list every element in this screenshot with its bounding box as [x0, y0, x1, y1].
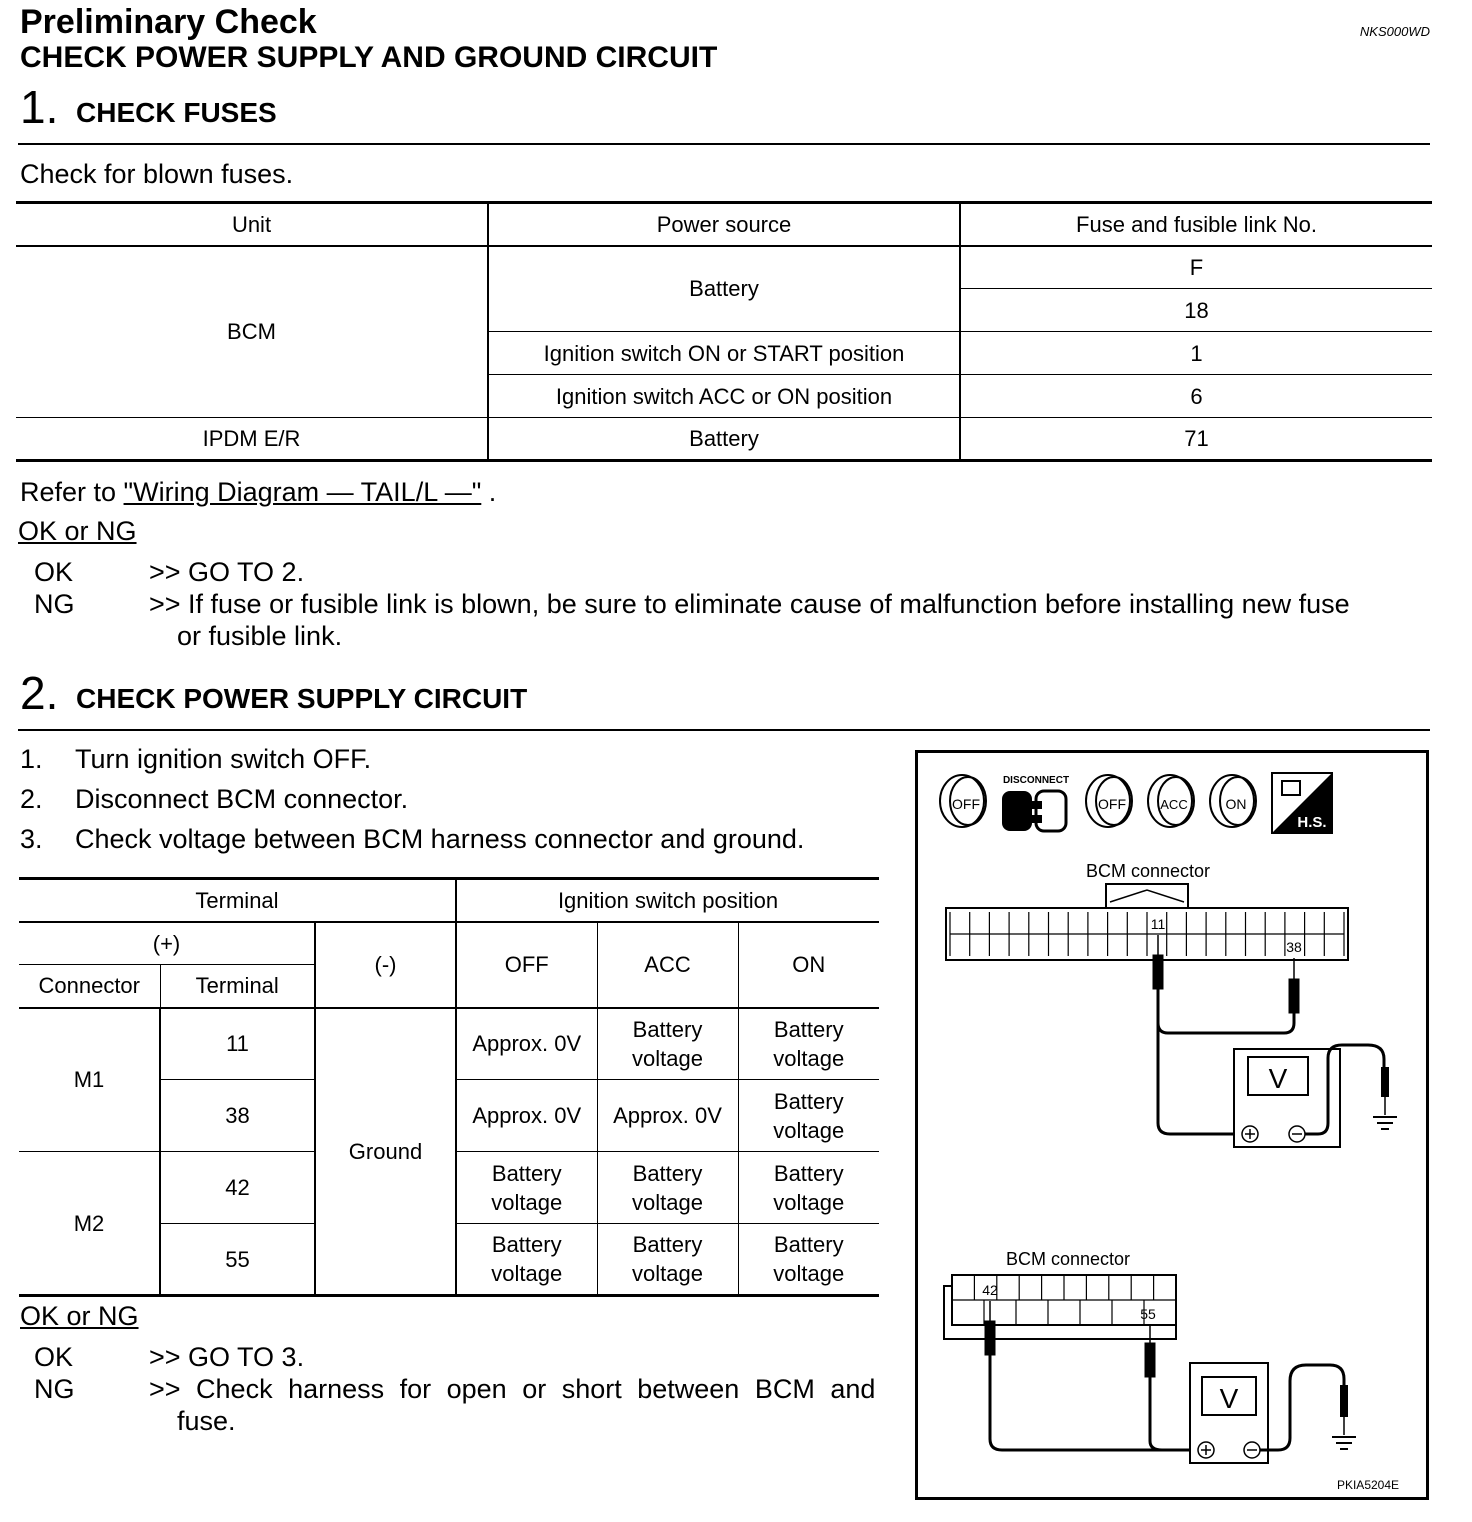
source-battery: Battery: [488, 246, 960, 332]
header-plus: (+): [19, 922, 315, 965]
cell-line: voltage: [632, 1261, 703, 1286]
step2-ng-action: >> Check harness for open or short between BCM and: [149, 1374, 876, 1404]
header-fuse-no: Fuse and fusible link No.: [960, 203, 1432, 246]
header-acc: ACC: [597, 922, 738, 1008]
cell-42-acc: [597, 1152, 738, 1224]
cell-line: voltage: [632, 1045, 703, 1071]
meter-1-label: V: [1268, 1063, 1288, 1094]
cell-11-on: [738, 1008, 879, 1080]
step2-ok-action: >> GO TO 3.: [149, 1342, 305, 1372]
step1-ng-label: NG: [34, 589, 75, 619]
measurement-figure: [915, 750, 1429, 1500]
step1-instruction: Check for blown fuses.: [20, 159, 294, 189]
cell-line: Battery: [773, 1232, 844, 1257]
source-ipdm-battery: Battery: [488, 418, 960, 461]
step2-rule: [18, 729, 1430, 731]
ignition-acc-icon: [1148, 775, 1194, 827]
svg-text:ACC: ACC: [1160, 797, 1188, 812]
cell-42-off: [456, 1152, 597, 1224]
header-unit: Unit: [231, 211, 272, 237]
cell-line: Battery: [632, 1232, 703, 1257]
wire-ground-2: [1260, 1365, 1344, 1450]
step2-ng-action-cont: fuse.: [177, 1406, 236, 1436]
unit-bcm: BCM: [227, 319, 276, 345]
step1-title: CHECK FUSES: [76, 97, 277, 128]
terminal-42: 42: [160, 1152, 315, 1224]
pin-11-label: 11: [1150, 916, 1166, 932]
svg-text:OFF: OFF: [952, 796, 980, 812]
terminal-11: 11: [160, 1008, 315, 1080]
cell-line: Battery: [632, 1016, 703, 1042]
refer-suffix: .: [481, 477, 497, 507]
cell-11-off: [456, 1008, 597, 1080]
step2-ng-label: NG: [34, 1374, 75, 1404]
header-terminal-no: Terminal: [160, 965, 315, 1008]
fuse-1: 1: [960, 332, 1432, 375]
svg-text:DISCONNECT: DISCONNECT: [1002, 775, 1070, 786]
cell-line: Approx. 0V: [472, 1031, 582, 1057]
cell-line: Battery: [773, 1088, 844, 1114]
header-connector: Connector: [38, 973, 140, 999]
figure-id: PKIA5204E: [1336, 1478, 1400, 1492]
step1-ng-action-cont: or fusible link.: [177, 621, 343, 651]
step2-ok-label: OK: [34, 1342, 74, 1372]
pin-42-label: 42: [982, 1282, 998, 1298]
harness-side-icon: [1272, 773, 1332, 833]
voltmeter-2: [1190, 1363, 1268, 1463]
cell-line: voltage: [491, 1189, 563, 1215]
ignition-off-icon: [940, 775, 986, 827]
figure-svg: [918, 753, 1426, 1497]
fuse-6: 6: [960, 375, 1432, 418]
step2-results: [34, 1341, 904, 1441]
cell-42-on: [738, 1152, 879, 1224]
svg-text:OFF: OFF: [1098, 796, 1126, 812]
disconnect-icon: [1002, 775, 1069, 831]
step1-rule: [18, 143, 1430, 145]
minus-ground: Ground: [315, 1008, 456, 1296]
step2-item-3: [20, 823, 804, 855]
unit-ipdm: IPDM E/R: [202, 426, 301, 451]
source-ign-acc-on: Ignition switch ACC or ON position: [488, 375, 960, 418]
ground-probe-2: [1332, 1385, 1356, 1449]
step1-number: 1.: [20, 81, 59, 133]
cell-line: voltage: [773, 1045, 845, 1071]
step2-item-1: [20, 743, 371, 775]
step2-item-2: [20, 783, 408, 815]
connector-m2: M2: [73, 1210, 105, 1236]
item-number: 1.: [20, 744, 43, 774]
wire-55: [1150, 1377, 1162, 1450]
connector2-label: BCM connector: [1005, 1249, 1131, 1269]
fuse-table: [16, 201, 1432, 462]
page-title: Preliminary Check: [20, 3, 317, 41]
terminal-55: 55: [160, 1224, 315, 1296]
terminal-38: 38: [160, 1080, 315, 1152]
wire-42: [990, 1355, 1198, 1450]
cell-line: Battery: [773, 1016, 844, 1042]
header-on: ON: [738, 922, 879, 1008]
cell-38-off: [456, 1080, 597, 1152]
cell-line: Battery: [491, 1160, 562, 1186]
item-text: Disconnect BCM connector.: [75, 784, 409, 814]
fuse-f: F: [960, 246, 1432, 289]
item-number: 2.: [20, 784, 43, 814]
step2-ok-ng-title: OK or NG: [20, 1301, 139, 1331]
cell-55-acc: [597, 1224, 738, 1296]
cell-55-off: [456, 1224, 597, 1296]
voltage-table: [19, 877, 879, 1297]
meter-2-label: V: [1219, 1383, 1239, 1414]
cell-line: voltage: [773, 1189, 845, 1215]
svg-text:ON: ON: [1225, 796, 1247, 812]
wiring-diagram-link[interactable]: "Wiring Diagram — TAIL/L —": [123, 477, 482, 507]
item-text: Turn ignition switch OFF.: [75, 744, 372, 774]
wire-38: [1158, 989, 1294, 1033]
header-ign-position: Ignition switch position: [456, 879, 879, 922]
refer-line: [20, 476, 496, 508]
source-ign-on-start: Ignition switch ON or START position: [488, 332, 960, 375]
header-terminal: Terminal: [195, 887, 279, 913]
cell-line: Battery: [632, 1160, 703, 1186]
cell-11-acc: [597, 1008, 738, 1080]
step1-ok-action: >> GO TO 2.: [149, 557, 305, 587]
cell-38-on: [738, 1080, 879, 1152]
bcm-connector-m1: [946, 884, 1348, 960]
step2-title: CHECK POWER SUPPLY CIRCUIT: [76, 683, 528, 714]
cell-line: voltage: [491, 1261, 563, 1286]
cell-line: Approx. 0V: [472, 1103, 582, 1128]
fuse-18: 18: [960, 289, 1432, 332]
refer-prefix: Refer to: [20, 477, 124, 507]
step1-results: [34, 556, 1434, 656]
step1-ok-label: OK: [34, 557, 74, 587]
svg-text:H.S.: H.S.: [1297, 814, 1327, 831]
header-minus: (-): [315, 922, 456, 1008]
pin-38-label: 38: [1286, 939, 1302, 955]
page-subtitle: CHECK POWER SUPPLY AND GROUND CIRCUIT: [20, 41, 718, 74]
cell-38-acc: [597, 1080, 738, 1152]
cell-line: voltage: [632, 1189, 703, 1215]
step1-ng-action: >> If fuse or fusible link is blown, be sure to eliminate cause of malfunction before installing new fuse: [149, 589, 1350, 619]
doc-id: NKS000WD: [1359, 24, 1430, 39]
header-off: OFF: [456, 922, 597, 1008]
item-number: 3.: [20, 824, 43, 854]
cell-line: voltage: [773, 1261, 845, 1286]
pin-55-label: 55: [1140, 1306, 1156, 1322]
item-text: Check voltage between BCM harness connector and ground.: [75, 824, 805, 854]
ground-probe-1: [1373, 1067, 1397, 1129]
step2-number: 2.: [20, 667, 59, 719]
connector1-label: BCM connector: [1085, 861, 1211, 881]
step1-ok-ng-title: OK or NG: [18, 516, 137, 546]
ignition-on-icon: [1210, 775, 1256, 827]
connector-m1: M1: [19, 1008, 160, 1152]
cell-line: Approx. 0V: [613, 1103, 722, 1128]
cell-line: voltage: [773, 1117, 845, 1143]
header-power-source: Power source: [488, 203, 960, 246]
ignition-off-icon-2: [1086, 775, 1132, 827]
cell-55-on: [738, 1224, 879, 1296]
fuse-71: 71: [960, 418, 1432, 461]
bcm-connector-m2: [944, 1275, 1176, 1339]
cell-line: Battery: [491, 1232, 562, 1257]
cell-line: Battery: [773, 1160, 844, 1186]
